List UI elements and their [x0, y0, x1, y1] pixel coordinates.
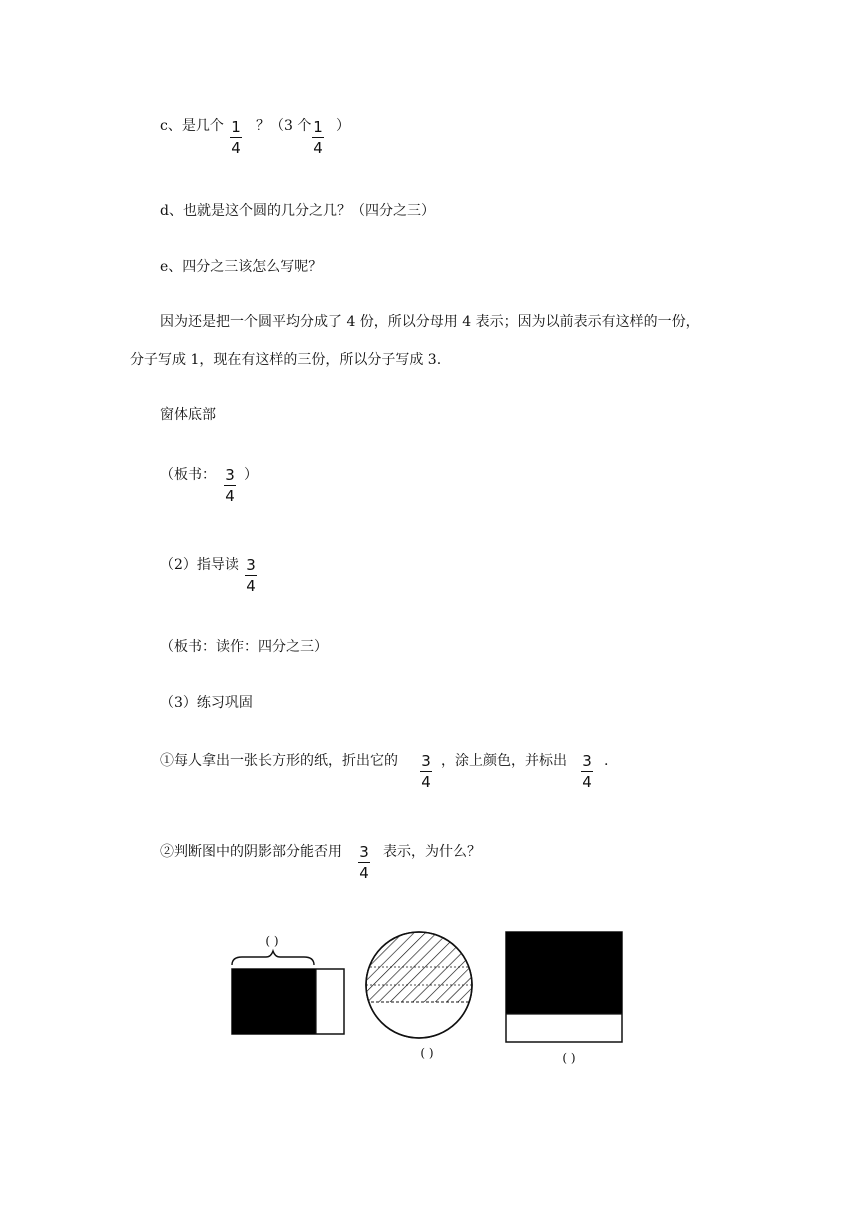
exercise-2-text-b: 表示，为什么？ [383, 844, 481, 860]
fraction-one-quarter-1: 1 4 [231, 118, 241, 157]
fraction-three-quarters-ex2: 3 4 [359, 843, 369, 882]
figure-rectangle [232, 934, 344, 1034]
explanation-line-1: 因为还是把一个圆平均分成了 4 份，所以分母用 4 表示；因为以前表示有这样的一份， [160, 314, 700, 330]
line-c-text: c、是几个 [160, 118, 224, 134]
board-note-1-close: ） [244, 467, 258, 483]
brace-icon [232, 951, 314, 965]
explanation-line-2: 分子写成 1，现在有这样的三份，所以分子写成 3. [130, 352, 442, 368]
exercise-1-text-b: ，涂上颜色，并标出 [441, 753, 567, 769]
figure-circle [360, 928, 480, 1060]
window-bottom-label: 窗体底部 [160, 407, 216, 423]
line-e: e、四分之三该怎么写呢？ [160, 259, 323, 275]
line-c-middle: ？（3 个 [256, 118, 312, 134]
fraction-three-quarters-board: 3 4 [225, 466, 235, 505]
line-c-end: ） [336, 118, 350, 134]
exercise-1-text-a: ①每人拿出一张长方形的纸，折出它的 [160, 753, 398, 769]
exercise-1-text-c: . [604, 753, 609, 769]
fraction-three-quarters-read: 3 4 [246, 556, 256, 595]
line-d: d、也就是这个圆的几分之几？（四分之三） [160, 203, 435, 219]
guide-read: （2）指导读 [160, 557, 239, 573]
rectangle-outline [232, 969, 344, 1034]
square-outline [506, 932, 622, 1042]
fraction-one-quarter-2: 1 4 [313, 118, 323, 157]
rectangle-shaded [232, 969, 316, 1034]
board-note-1: （板书： [160, 467, 216, 483]
figure-rectangle-label: ( ) [265, 934, 279, 948]
line-c [160, 117, 224, 135]
fraction-three-quarters-ex1b: 3 4 [582, 752, 592, 791]
figure-circle-label: ( ) [420, 1046, 434, 1060]
circle-shaded-hatch [360, 928, 480, 1002]
figure-square-label: ( ) [562, 1051, 576, 1065]
exercise-2-text-a: ②判断图中的阴影部分能否用 [160, 844, 342, 860]
square-shaded [506, 932, 622, 1014]
board-note-2: （板书：读作：四分之三） [160, 639, 328, 655]
fraction-three-quarters-ex1a: 3 4 [421, 752, 431, 791]
practice-heading: （3）练习巩固 [160, 695, 253, 711]
figure-square [506, 932, 622, 1065]
